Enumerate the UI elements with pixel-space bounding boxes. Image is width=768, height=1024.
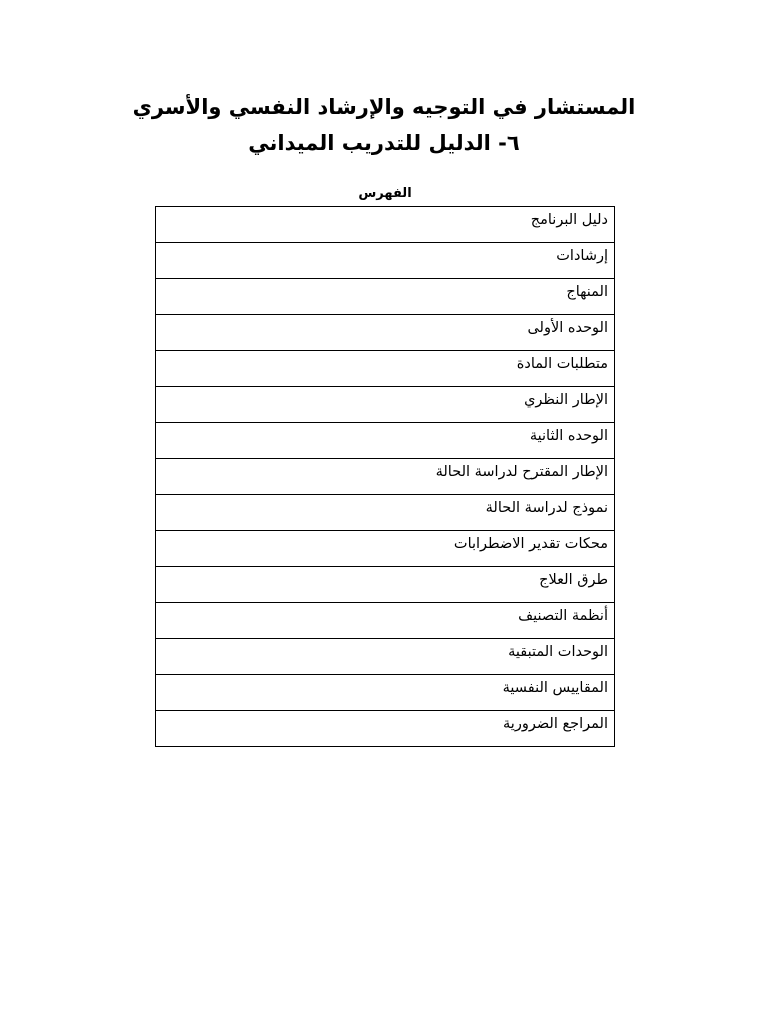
table-row bbox=[156, 243, 615, 279]
index-item-treatment-methods: طرق العلاج bbox=[156, 567, 615, 603]
table-row bbox=[156, 207, 615, 243]
table-row bbox=[156, 423, 615, 459]
table-row bbox=[156, 351, 615, 387]
index-item-theoretical-framework: الإطار النظري bbox=[156, 387, 615, 423]
document-title-line-2: ٦- الدليل للتدريب الميداني bbox=[248, 131, 520, 155]
index-item-instructions: إرشادات bbox=[156, 243, 615, 279]
index-item-curriculum: المنهاج bbox=[156, 279, 615, 315]
table-row bbox=[156, 495, 615, 531]
index-item-remaining-units: الوحدات المتبقية bbox=[156, 639, 615, 675]
index-item-essential-references: المراجع الضرورية bbox=[156, 711, 615, 747]
table-row bbox=[156, 675, 615, 711]
index-item-proposed-case-framework: الإطار المقترح لدراسة الحالة bbox=[156, 459, 615, 495]
index-item-psychological-scales: المقاييس النفسية bbox=[156, 675, 615, 711]
table-row bbox=[156, 459, 615, 495]
table-row bbox=[156, 315, 615, 351]
table-row bbox=[156, 567, 615, 603]
index-item-unit-one: الوحده الأولى bbox=[156, 315, 615, 351]
table-row bbox=[156, 279, 615, 315]
index-item-program-guide: دليل البرنامج bbox=[156, 207, 615, 243]
index-table bbox=[155, 206, 615, 747]
index-item-classification-systems: أنظمة التصنيف bbox=[156, 603, 615, 639]
table-row bbox=[156, 387, 615, 423]
document-title-line-1: المستشار في التوجيه والإرشاد النفسي والأسري bbox=[132, 95, 636, 119]
index-heading: الفهرس bbox=[358, 186, 412, 201]
index-item-case-study-model: نموذج لدراسة الحالة bbox=[156, 495, 615, 531]
table-row bbox=[156, 531, 615, 567]
index-item-unit-two: الوحده الثانية bbox=[156, 423, 615, 459]
index-item-course-requirements: متطلبات المادة bbox=[156, 351, 615, 387]
index-item-disorder-criteria: محكات تقدير الاضطرابات bbox=[156, 531, 615, 567]
table-row bbox=[156, 603, 615, 639]
table-row bbox=[156, 639, 615, 675]
table-row bbox=[156, 711, 615, 747]
